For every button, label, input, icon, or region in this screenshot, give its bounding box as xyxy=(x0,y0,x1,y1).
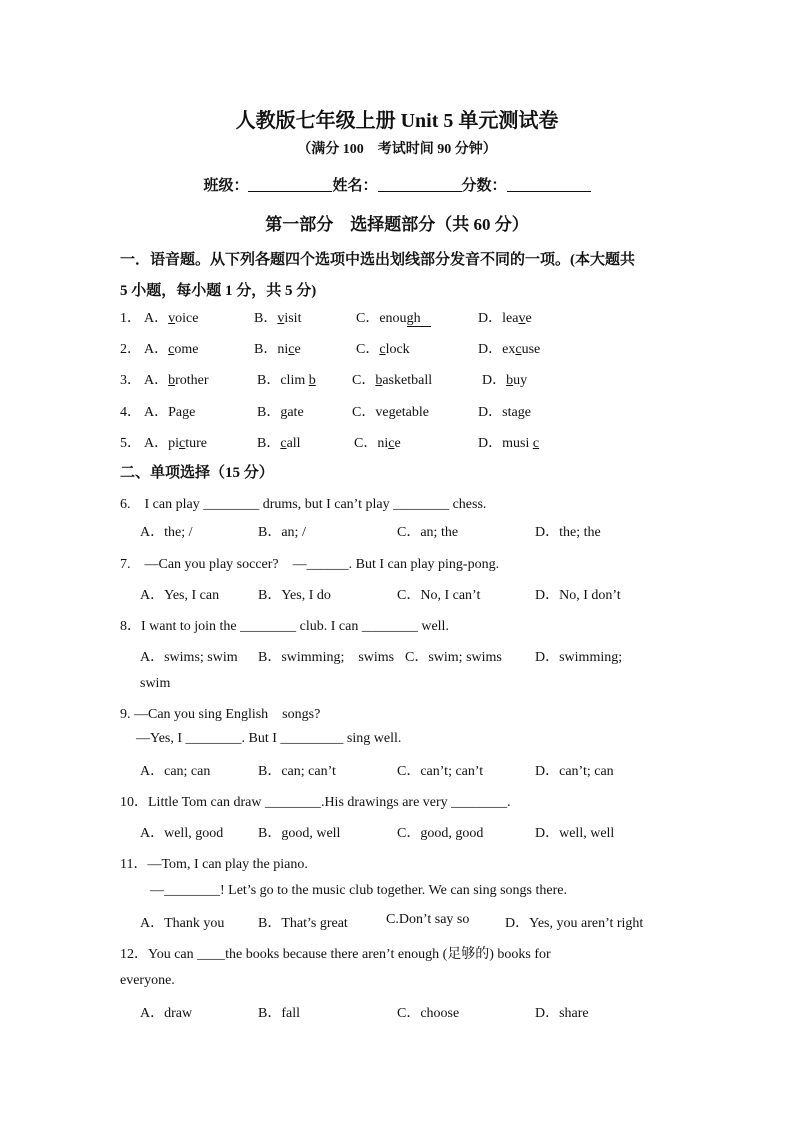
class-blank[interactable] xyxy=(248,177,332,192)
q10-stem: 10．Little Tom can draw ________.His drawings are very ________. xyxy=(120,795,511,810)
section2-title: 二、单项选择（15 分） xyxy=(120,465,274,481)
q11-option-a[interactable]: A．Thank you xyxy=(140,916,225,931)
q2-option-d[interactable]: D．excuse xyxy=(478,342,541,357)
q4-option-a[interactable]: A．Page xyxy=(144,405,196,420)
q10-option-b[interactable]: B．good, well xyxy=(258,826,341,841)
q8-option-c[interactable]: C．swim; swims xyxy=(405,650,502,665)
name-label: 姓名： xyxy=(332,178,378,194)
q9-stem-line2: —Yes, I ________. But I _________ sing well. xyxy=(136,731,402,746)
q11-stem-line2: —________! Let’s go to the music club together. We can sing songs there. xyxy=(150,883,567,898)
q9-stem-line1: 9. —Can you sing English songs? xyxy=(120,707,321,722)
section1-title-line2: 5 小题，每小题 1 分，共 5 分) xyxy=(120,283,317,299)
q1-option-b[interactable]: B．visit xyxy=(254,311,302,326)
q3-option-c[interactable]: C．basketball xyxy=(352,373,433,388)
q7-option-c[interactable]: C．No, I can’t xyxy=(397,588,481,603)
q10-option-d[interactable]: D．well, well xyxy=(535,826,615,841)
q8-option-b[interactable]: B．swimming; swims xyxy=(258,650,395,665)
q4-option-d[interactable]: D．stage xyxy=(478,405,531,420)
q8-option-d[interactable]: D．swimming; xyxy=(535,650,623,665)
score-blank[interactable] xyxy=(507,177,591,192)
q3-option-a[interactable]: A．brother xyxy=(144,373,209,388)
q10-option-c[interactable]: C．good, good xyxy=(397,826,484,841)
q6-stem: 6. I can play ________ drums, but I can’t play ________ chess. xyxy=(120,497,487,512)
q3-option-b[interactable]: B．clim b xyxy=(257,373,316,388)
section1-title-line1: 一．语音题。从下列各题四个选项中选出划线部分发音不同的一项。(本大题共 xyxy=(120,252,635,268)
q12-option-b[interactable]: B．fall xyxy=(258,1006,300,1021)
q4-option-c[interactable]: C．vegetable xyxy=(352,405,429,420)
q1-option-a[interactable]: A．voice xyxy=(144,311,199,326)
q7-option-b[interactable]: B．Yes, I do xyxy=(258,588,331,603)
score-label: 分数： xyxy=(461,178,507,194)
q9-option-b[interactable]: B．can; can’t xyxy=(258,764,336,779)
q4-number: 4． xyxy=(120,405,141,420)
q2-option-c[interactable]: C．clock xyxy=(356,342,410,357)
q5-option-d[interactable]: D．musi c xyxy=(478,436,540,451)
q1-option-c[interactable]: C．enough xyxy=(356,307,431,327)
q1-number: 1． xyxy=(120,311,141,326)
q5-option-b[interactable]: B．call xyxy=(257,436,301,451)
q9-option-c[interactable]: C．can’t; can’t xyxy=(397,764,484,779)
q8-stem: 8．I want to join the ________ club. I can ________ well. xyxy=(120,619,449,634)
q11-option-c[interactable]: C.Don’t say so xyxy=(386,912,470,927)
name-blank[interactable] xyxy=(378,177,462,192)
q9-option-a[interactable]: A．can; can xyxy=(140,764,211,779)
q6-option-d[interactable]: D．the; the xyxy=(535,525,601,540)
q2-number: 2． xyxy=(120,342,141,357)
q5-option-c[interactable]: C．nice xyxy=(354,436,401,451)
q2-option-b[interactable]: B．nice xyxy=(254,342,301,357)
student-info-line xyxy=(0,174,794,195)
q12-option-d[interactable]: D．share xyxy=(535,1006,589,1021)
q12-option-a[interactable]: A．draw xyxy=(140,1006,193,1021)
q2-option-a[interactable]: A．come xyxy=(144,342,199,357)
q6-option-a[interactable]: A．the; / xyxy=(140,525,193,540)
q8-option-d-continued: swim xyxy=(140,676,171,691)
q7-stem: 7. —Can you play soccer? —______. But I can play ping-pong. xyxy=(120,557,500,572)
q5-option-a[interactable]: A．picture xyxy=(144,436,207,451)
q11-option-d[interactable]: D．Yes, you aren’t right xyxy=(505,916,644,931)
q12-stem-line1: 12．You can ____the books because there aren’t enough (足够的) books for xyxy=(120,947,551,962)
q7-option-d[interactable]: D．No, I don’t xyxy=(535,588,621,603)
q4-option-b[interactable]: B．gate xyxy=(257,405,304,420)
q6-option-c[interactable]: C．an; the xyxy=(397,525,459,540)
q5-number: 5． xyxy=(120,436,141,451)
exam-title: 人教版七年级上册 Unit 5 单元测试卷 xyxy=(235,110,559,132)
q3-option-d[interactable]: D．buy xyxy=(482,373,528,388)
q11-option-b[interactable]: B．That’s great xyxy=(258,916,348,931)
q9-option-d[interactable]: D．can’t; can xyxy=(535,764,614,779)
q12-option-c[interactable]: C．choose xyxy=(397,1006,460,1021)
q12-stem-line2: everyone. xyxy=(120,973,175,988)
part1-title: 第一部分 选择题部分（共 60 分） xyxy=(265,215,529,234)
q10-option-a[interactable]: A．well, good xyxy=(140,826,224,841)
q11-stem-line1: 11．—Tom, I can play the piano. xyxy=(120,857,308,872)
q8-option-a[interactable]: A．swims; swim xyxy=(140,650,238,665)
q1-option-d[interactable]: D．leave xyxy=(478,311,532,326)
class-label: 班级： xyxy=(203,178,249,194)
q7-option-a[interactable]: A．Yes, I can xyxy=(140,588,220,603)
exam-subtitle: （满分 100 考试时间 90 分钟） xyxy=(297,142,497,157)
q6-option-b[interactable]: B．an; / xyxy=(258,525,306,540)
q3-number: 3． xyxy=(120,373,141,388)
